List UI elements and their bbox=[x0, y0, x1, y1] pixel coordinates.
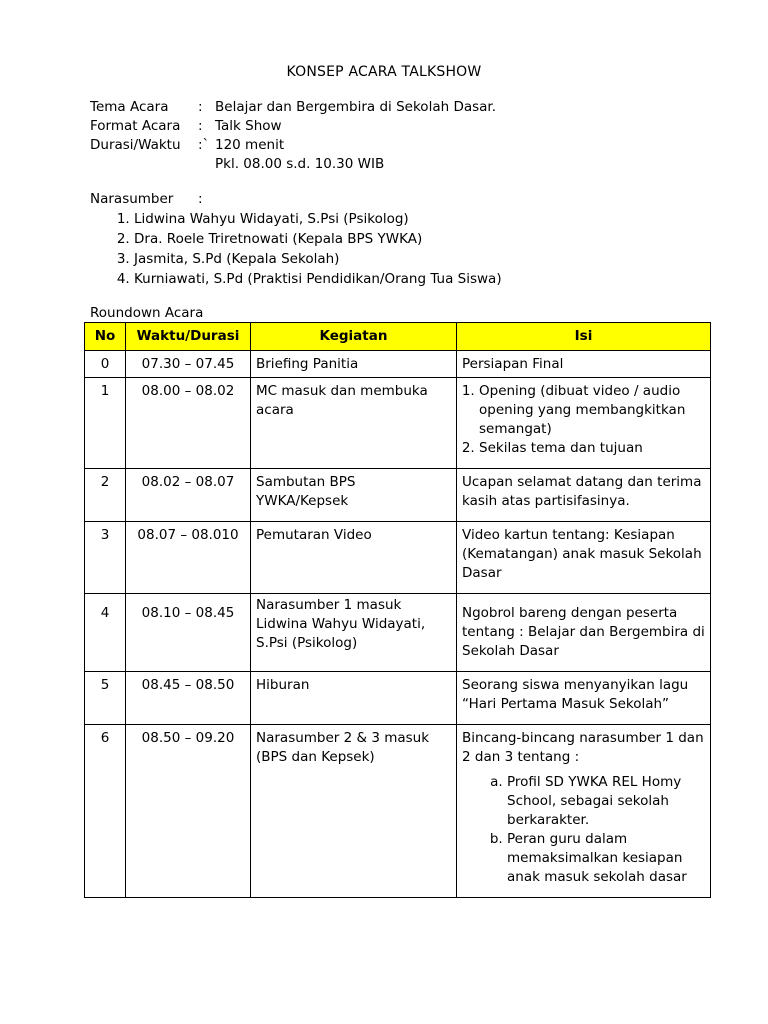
cell-no: 5 bbox=[85, 672, 126, 725]
info-durasi-row bbox=[90, 136, 496, 155]
isi-subitem: b. Peran guru dalam memaksimalkan kesiapan anak masuk sekolah dasar bbox=[507, 830, 705, 887]
table-row bbox=[85, 522, 711, 594]
cell-no: 6 bbox=[85, 725, 126, 898]
header-kegiatan: Kegiatan bbox=[251, 323, 457, 351]
table-row bbox=[85, 672, 711, 725]
narasumber-item: 2. Dra. Roele Triretnowati (Kepala BPS YWKA) bbox=[134, 229, 502, 249]
cell-kegiatan: Narasumber 2 & 3 masuk (BPS dan Kepsek) bbox=[251, 725, 457, 898]
event-info bbox=[90, 98, 496, 174]
isi-subitem: a. Profil SD YWKA REL Homy School, sebagai sekolah berkarakter. bbox=[507, 773, 705, 830]
table-row bbox=[85, 351, 711, 378]
table-row bbox=[85, 378, 711, 469]
cell-waktu: 08.45 – 08.50 bbox=[126, 672, 251, 725]
cell-no: 0 bbox=[85, 351, 126, 378]
cell-kegiatan: MC masuk dan membuka acara bbox=[251, 378, 457, 469]
narasumber-colon: : bbox=[198, 191, 203, 207]
cell-isi: Seorang siswa menyanyikan lagu “Hari Pertama Masuk Sekolah” bbox=[457, 672, 711, 725]
cell-no: 3 bbox=[85, 522, 126, 594]
info-value: 120 menit bbox=[215, 137, 285, 153]
cell-isi: Ngobrol bareng dengan peserta tentang : Belajar dan Bergembira di Sekolah Dasar bbox=[457, 594, 711, 672]
cell-no: 4 bbox=[85, 594, 126, 672]
cell-kegiatan: Briefing Panitia bbox=[251, 351, 457, 378]
cell-isi: Video kartun tentang: Kesiapan (Kematangan) anak masuk Sekolah Dasar bbox=[457, 522, 711, 594]
cell-isi: Persiapan Final bbox=[457, 351, 711, 378]
cell-waktu: 08.50 – 09.20 bbox=[126, 725, 251, 898]
narasumber-item: 3. Jasmita, S.Pd (Kepala Sekolah) bbox=[134, 249, 502, 269]
document-title: KONSEP ACARA TALKSHOW bbox=[286, 64, 482, 80]
table-header-row bbox=[85, 323, 711, 351]
info-label: Tema Acara bbox=[90, 99, 169, 115]
info-durasi-time: Pkl. 08.00 s.d. 10.30 WIB bbox=[215, 156, 385, 172]
table-row bbox=[85, 594, 711, 672]
narasumber-label: Narasumber bbox=[90, 191, 174, 207]
isi-item: 1. Opening (dibuat video / audio opening yang membangkitkan semangat) bbox=[479, 382, 705, 439]
info-format-row bbox=[90, 117, 496, 136]
info-value: Talk Show bbox=[215, 118, 282, 134]
narasumber-item: 1. Lidwina Wahyu Widayati, S.Psi (Psikolog) bbox=[134, 209, 502, 229]
isi-sublist bbox=[462, 773, 705, 887]
cell-waktu: 08.10 – 08.45 bbox=[126, 594, 251, 672]
cell-waktu: 08.07 – 08.010 bbox=[126, 522, 251, 594]
isi-list bbox=[462, 382, 705, 458]
header-isi: Isi bbox=[457, 323, 711, 351]
info-label: Format Acara bbox=[90, 118, 181, 134]
cell-waktu: 08.02 – 08.07 bbox=[126, 469, 251, 522]
cell-isi bbox=[457, 378, 711, 469]
narasumber-item: 4. Kurniawati, S.Pd (Praktisi Pendidikan/Orang Tua Siswa) bbox=[134, 269, 502, 289]
info-value: Belajar dan Bergembira di Sekolah Dasar. bbox=[215, 99, 497, 115]
narasumber-section bbox=[90, 189, 502, 289]
rundown-label: Roundown Acara bbox=[90, 305, 204, 321]
table-row bbox=[85, 469, 711, 522]
rundown-table bbox=[84, 322, 711, 898]
table-row bbox=[85, 725, 711, 898]
cell-kegiatan: Sambutan BPS YWKA/Kepsek bbox=[251, 469, 457, 522]
cell-waktu: 07.30 – 07.45 bbox=[126, 351, 251, 378]
info-label: Durasi/Waktu bbox=[90, 137, 181, 153]
info-tema-row bbox=[90, 98, 496, 117]
cell-kegiatan: Narasumber 1 masuk Lidwina Wahyu Widayati, S.Psi (Psikolog) bbox=[251, 594, 457, 672]
narasumber-list bbox=[90, 209, 502, 289]
cell-kegiatan: Hiburan bbox=[251, 672, 457, 725]
info-colon: : bbox=[198, 99, 203, 115]
cell-isi: Ucapan selamat datang dan terima kasih atas partisifasinya. bbox=[457, 469, 711, 522]
isi-intro: Bincang-bincang narasumber 1 dan 2 dan 3 tentang : bbox=[462, 730, 704, 765]
cell-no: 2 bbox=[85, 469, 126, 522]
header-waktu: Waktu/Durasi bbox=[126, 323, 251, 351]
cell-no: 1 bbox=[85, 378, 126, 469]
isi-item: 2. Sekilas tema dan tujuan bbox=[479, 439, 705, 458]
cell-kegiatan: Pemutaran Video bbox=[251, 522, 457, 594]
cell-waktu: 08.00 – 08.02 bbox=[126, 378, 251, 469]
info-colon: :` bbox=[198, 137, 210, 153]
header-no: No bbox=[85, 323, 126, 351]
cell-isi bbox=[457, 725, 711, 898]
info-colon: : bbox=[198, 118, 203, 134]
